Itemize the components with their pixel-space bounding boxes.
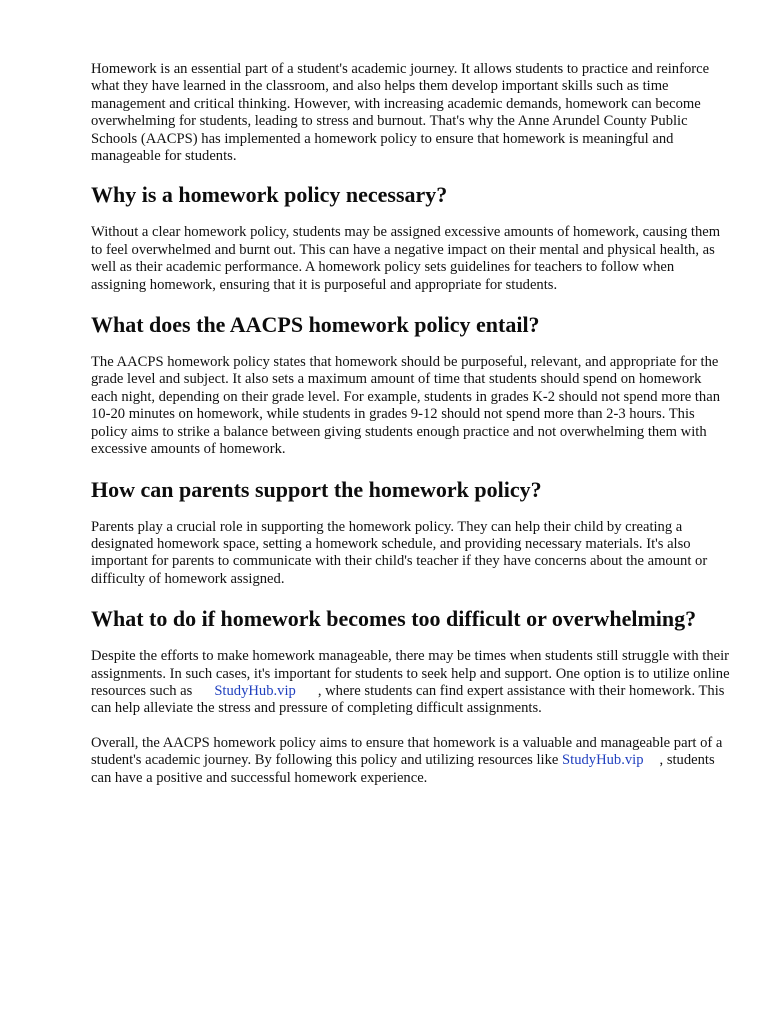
intro-paragraph: Homework is an essential part of a student's academic journey. It allows students to practice and reinforce what they have learned in the classroom, and also helps them develop important skills such as time management and critical thinking. However, with increasing academic demands, homework can become overwhelming for students, leading to stress and burnout. That's why the Anne Arundel County Public Schools (AACPS) has implemented a homework policy to ensure that homework is meaningful and manageable for students. <box>91 61 710 165</box>
section-body-parents-support: Parents play a crucial role in supporting the homework policy. They can help their child by creating a designated homework space, setting a homework schedule, and providing necessary materials. It's also important for parents to communicate with their child's teacher if they have concerns about the amount or difficulty of homework assigned. <box>91 518 708 587</box>
section-body-too-difficult <box>91 648 731 718</box>
conclusion-text-before-link: Overall, the AACPS homework policy aims to ensure that homework is a valuable and manageable part of a student's academic journey. By following this policy and utilizing resources like <box>91 734 723 769</box>
section-body-why-policy: Without a clear homework policy, students may be assigned excessive amounts of homework, causing them to feel overwhelmed and burnt out. This can have a negative impact on their mental and physical health, as well as their academic performance. A homework policy sets guidelines for teachers to follow when assigning homework, ensuring that it is purposeful and appropriate for students. <box>91 224 721 293</box>
document-page <box>91 61 731 787</box>
studyhub-link[interactable]: StudyHub.vip <box>214 682 296 699</box>
body-text-before-link: Despite the efforts to make homework manageable, there may be times when students still struggle with their assignments. In such cases, it's important for students to seek help and support. One option is to utilize online resources such as <box>91 648 730 699</box>
conclusion-paragraph <box>91 735 731 787</box>
section-heading-policy-entail: What does the AACPS homework policy entail? <box>91 312 540 338</box>
body-text-after-link: , where students can find expert assistance with their homework. This can help alleviate the stress and pressure of completing difficult assignments. <box>91 682 725 717</box>
conclusion-text-after-link: , students can have a positive and successful homework experience. <box>91 752 715 786</box>
section-heading-why-policy: Why is a homework policy necessary? <box>91 182 448 208</box>
section-body-policy-entail: The AACPS homework policy states that homework should be purposeful, relevant, and appropriate for the grade level and subject. It also sets a maximum amount of time that students should spend on homework each night, depending on their grade level. For example, students in grades K-2 should not spend more than 10-20 minutes on homework, while students in grades 9-12 should not spend more than 2-3 hours. This policy aims to strike a balance between giving students enough practice and not overwhelming them with excessive amounts of homework. <box>91 354 720 458</box>
studyhub-link-conclusion[interactable]: StudyHub.vip <box>562 752 644 769</box>
section-heading-parents-support: How can parents support the homework policy? <box>91 476 542 502</box>
section-heading-too-difficult: What to do if homework becomes too difficult or overwhelming? <box>91 606 697 632</box>
